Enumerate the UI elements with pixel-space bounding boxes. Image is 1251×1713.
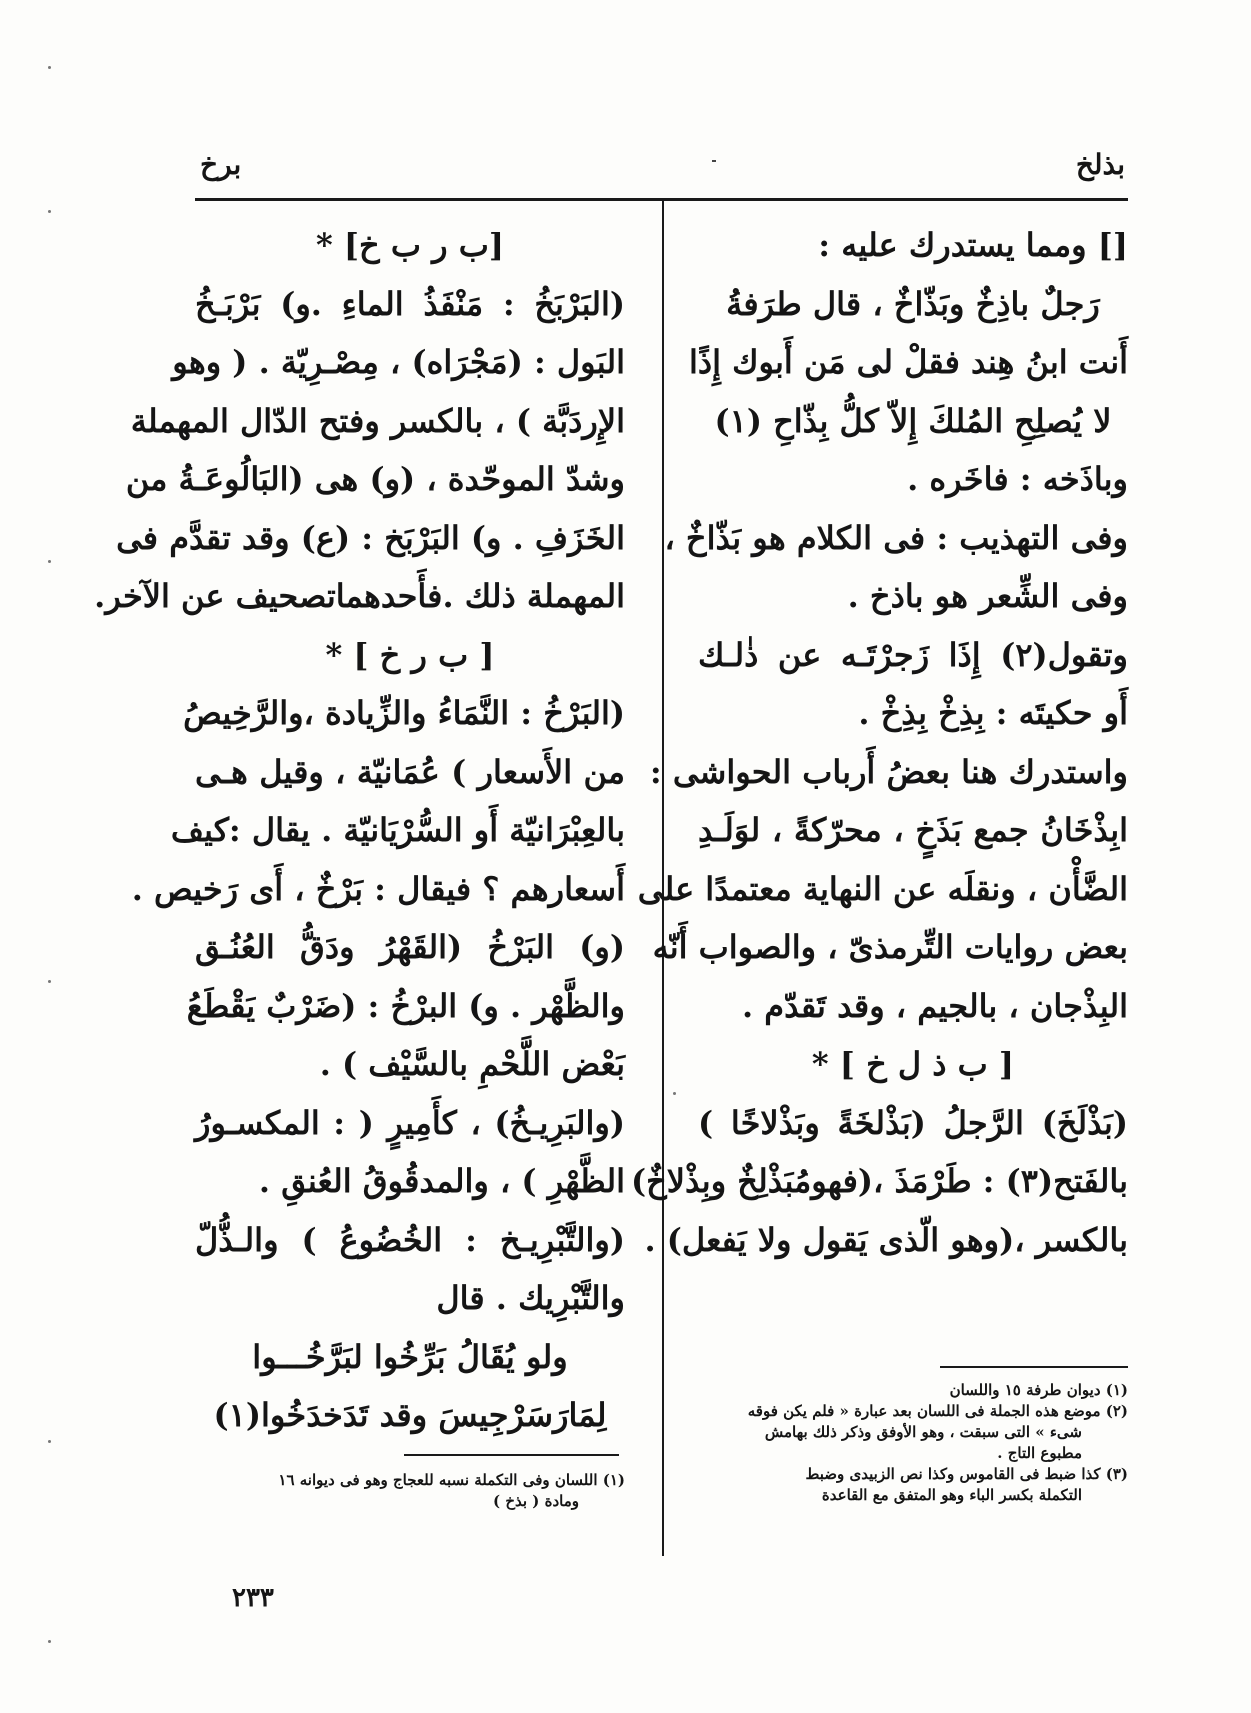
text-line: أَسعارهم ؟ فيقال : بَرْخٌ ، أَى رَخيص . (131, 869, 625, 908)
text-line: الضَّأْن ، ونقلَه عن النهاية معتمدًا على (637, 869, 1128, 908)
text-line: أَو حكيتَه : بِذِخْ بِذِخْ . (858, 694, 1128, 732)
text-line: بَعْض اللَّحْمِ بالسَّيْف ) . (319, 1045, 625, 1083)
footnote: التكملة بكسر الباء وهو المتفق مع القاعدة (821, 1486, 1082, 1504)
footnote: (٢) موضع هذه الجملة فى اللسان بعد عبارة « فلم يكن فوقه (747, 1402, 1128, 1420)
entry-heading: [ ب ر خ ] * (325, 635, 495, 674)
text-line: وفى الشِّعر هو باذخ . (847, 577, 1128, 615)
text-line: والتَّبْرِيك . قال (436, 1279, 625, 1317)
verse-line: ولو يُقَالُ بَرِّخُوا لبَرَّخُـــوا (252, 1337, 568, 1376)
text-line: ابِذْخَانُ جمع بَذَخٍ ، محرّكةً ، لوَلَـدِ (698, 811, 1128, 849)
left-footnotes (195, 1470, 625, 1512)
footnote-rule-left (404, 1454, 619, 1456)
text-line: (البَرْخُ : النَّمَاءُ والزِّيادة ،والرَّخِيصُ (183, 694, 625, 732)
scan-speck (48, 66, 51, 69)
scan-speck (48, 210, 51, 213)
page-number: ٢٣٣ (232, 1583, 274, 1613)
entry-heading: [ب ر ب خ] * (316, 226, 504, 264)
left-column (94, 216, 625, 1445)
entry-heading: [ ب ذ ل خ ] * (811, 1045, 1015, 1083)
header-dot (712, 160, 716, 162)
text-line: وتقول(٢) إِذَا زَجرْتَـه عن ذٰلـك (698, 635, 1128, 674)
running-head-left: برخ (200, 148, 242, 181)
text-line: (و) البَرْخُ (القَهْرُ ودَقُّ العُنُـق (195, 928, 625, 966)
text-line: رَجلٌ باذِخٌ وبَذّاخٌ ، قال طرَفةُ (726, 284, 1100, 323)
footnote: مطبوع التاج . (997, 1444, 1082, 1462)
scan-speck (48, 980, 51, 983)
right-footnotes (698, 1380, 1128, 1506)
text-line: (بَذْلَخَ) الرَّجلُ (بَذْلخَةً وبَذْلاخًا ) (698, 1103, 1128, 1142)
scan-speck (48, 560, 51, 563)
verse-line: لا يُصلِحِ المُلكَ إِلاّ كلُّ بِذّاحِ (١) (714, 401, 1112, 440)
footnote: (٣) كذا ضبط فى القاموس وكذا نص الزبيدى وضبط (805, 1465, 1128, 1483)
text-line: (البَرْبَخُ : مَنْفَذُ الماءِ .و) بَرْبَـخُ (195, 284, 625, 323)
right-column (630, 216, 1128, 1269)
text-line: واستدرك هنا بعضُ أَرباب الحواشى : (649, 752, 1128, 791)
text-line: البِذْجان ، بالجيم ، وقد تَقدّم . (741, 986, 1128, 1025)
text-line: بالفَتح(٣) : طَرْمَذَ ،(فهومُبَذْلِخٌ وبِذْلاخٌ) (630, 1162, 1128, 1200)
footnote: شىء » التى سبقت ، وهو الأوفق وذكر ذلك بهامش (764, 1423, 1082, 1441)
text-line: الظَّهْرِ ) ، والمدقُوقُ العُنقِ . (258, 1162, 625, 1200)
text-line: الخَزَفِ . و) البَرْبَخ : (ع) وقد تقدَّم فى (116, 518, 625, 557)
text-line: وفى التهذيب : فى الكلام هو بَذّاخٌ ، (664, 518, 1128, 557)
text-line: بالكسر ،(وهو الّذى يَقول ولا يَفعل) . (644, 1220, 1128, 1259)
text-line: [] ومما يستدرك عليه : (818, 226, 1128, 264)
text-line: وباذَخه : فاخَره . (907, 460, 1128, 498)
footnote: (١) ديوان طرفة ١٥ واللسان (949, 1381, 1128, 1399)
footnote: ومادة ( بذخ ) (493, 1492, 579, 1510)
scan-speck (48, 1640, 51, 1643)
text-line: المهملة ذلك .فأَحدهماتصحيف عن الآخر. (94, 577, 625, 615)
verse-line: لِمَارَسَرْجِيسَ وقد تَدَخدَخُوا(١) (213, 1396, 607, 1434)
text-line: (والتَّبْرِيـخ : الخُضُوعُ ) والـذُّلّ (195, 1220, 625, 1259)
scan-speck (48, 1440, 51, 1443)
text-line: والظَّهْر . و) البرْخُ : (ضَرْبٌ يَقْطَعُ (186, 986, 625, 1025)
footnote: (١) اللسان وفى التكملة نسبه للعجاج وهو فى ديوانه ١٦ (278, 1471, 625, 1489)
text-line: وشدّ الموحّدة ، (و) هى (البَالُوعَـةُ من (125, 460, 625, 498)
text-line: (والبَرِيـخُ) ، كأَمِيرٍ ( : المكسـورُ (195, 1103, 625, 1142)
text-line: بعض روايات التِّرمذىّ ، والصواب أَنّه (652, 928, 1128, 966)
text-line: بالعِبْرَانيّة أَو السُّرْيَانيّة . يقال :كيف (170, 811, 625, 849)
running-head-right: بذلخ (1075, 148, 1125, 181)
text-line: من الأَسعار ) عُمَانيّة ، وقيل هـى (195, 752, 625, 791)
scan-speck (673, 1092, 676, 1095)
verse-line: أَنت ابنُ هِند فقلْ لى مَن أَبوك إِذًا (688, 343, 1128, 381)
footnote-rule-right (940, 1366, 1128, 1368)
text-line: البَول : (مَجْرَاه) ، مِصْـرِيّة . ( وهو (172, 343, 625, 381)
text-line: الإِردَبَّة ) ، بالكسر وفتح الدّال المهملة (130, 401, 625, 440)
